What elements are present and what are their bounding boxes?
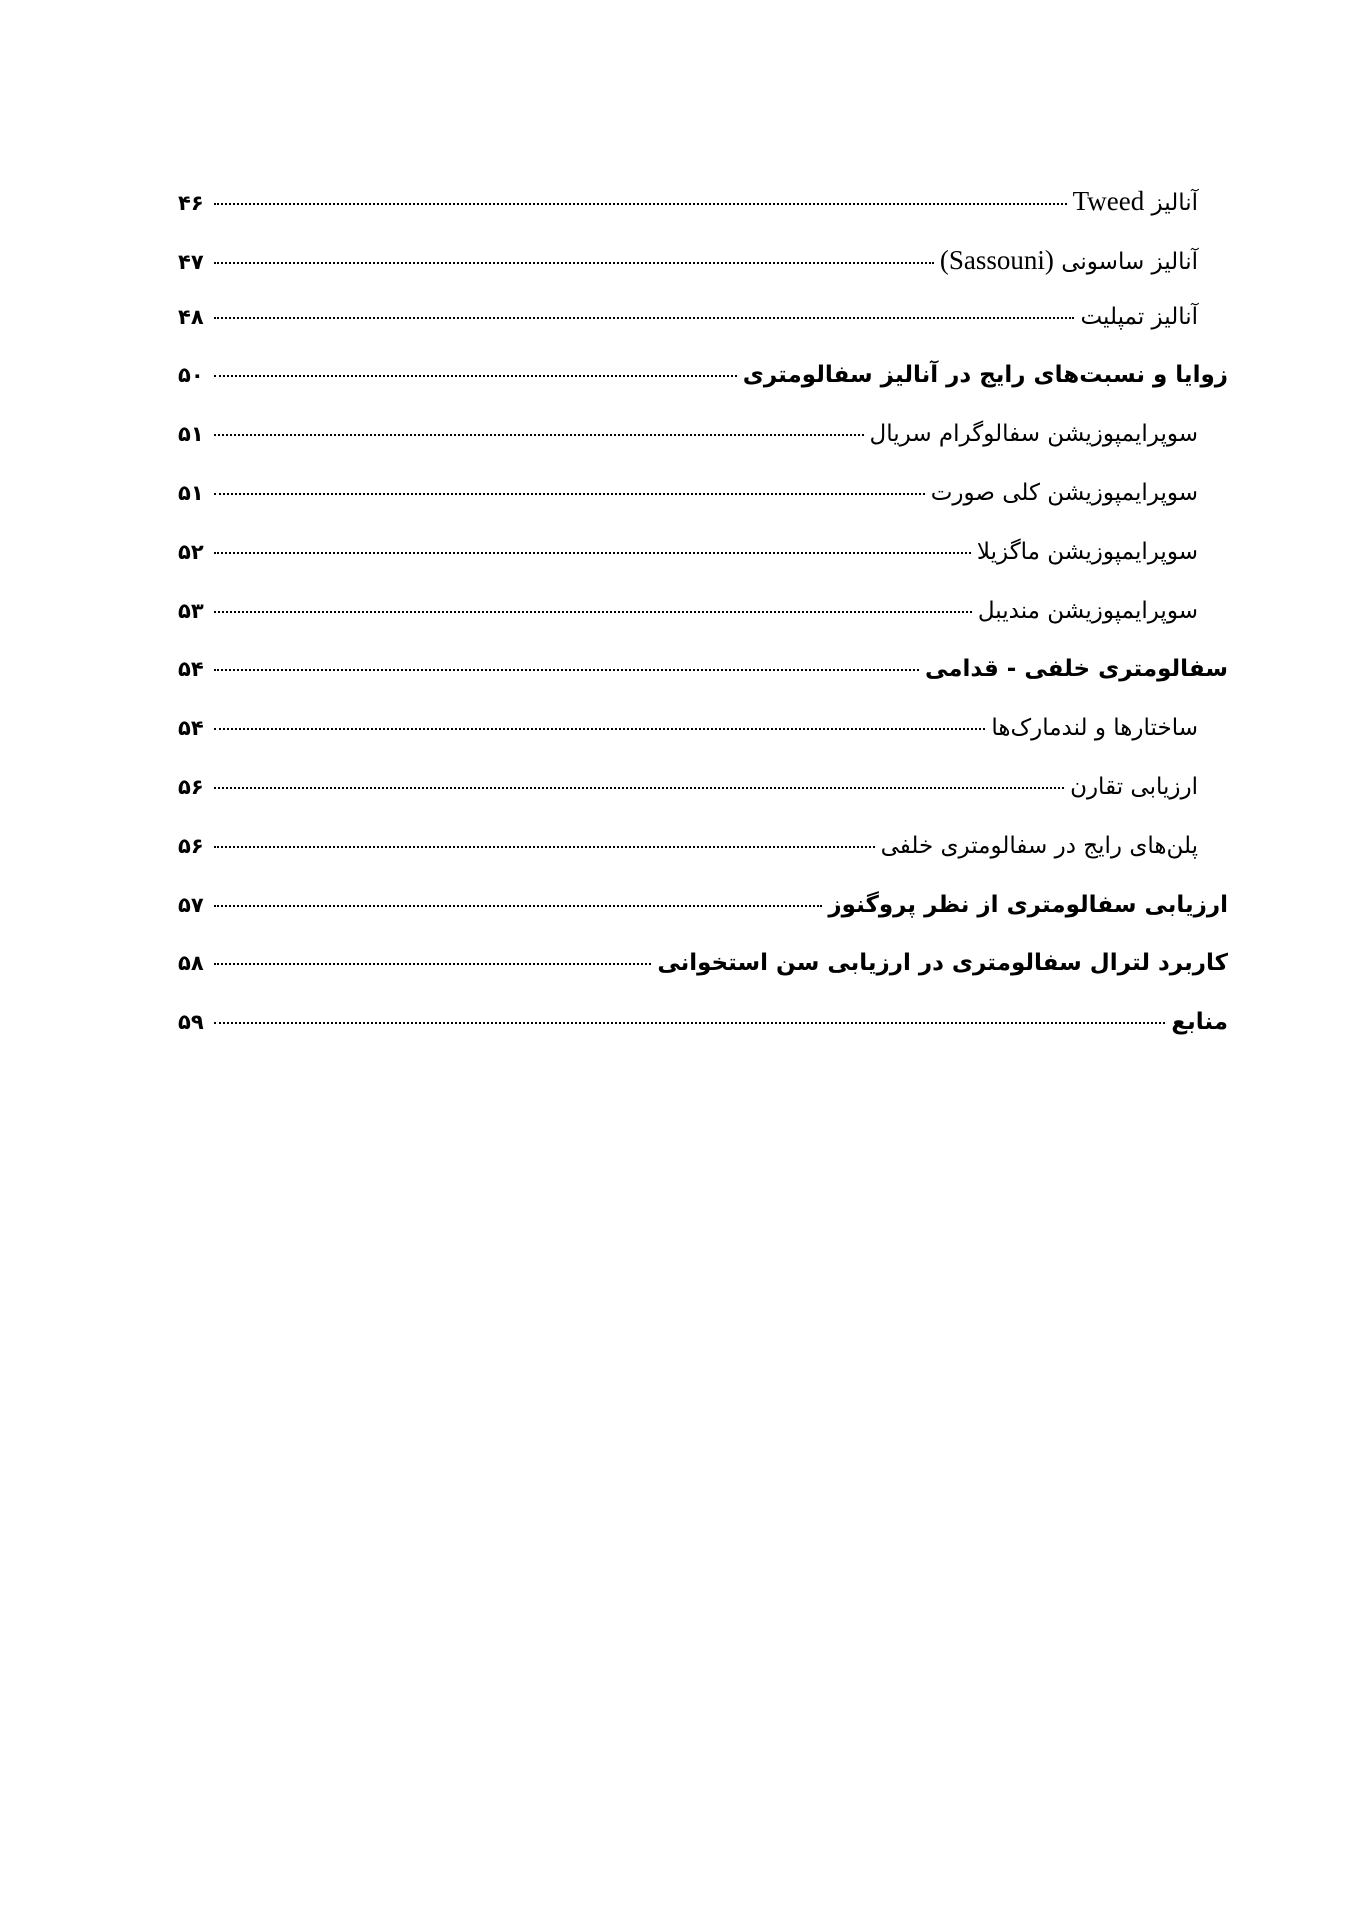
dot-leader (214, 787, 1064, 789)
toc-chapter-entry[interactable] (178, 362, 1228, 421)
toc-entry[interactable] (178, 421, 1228, 480)
toc-entry[interactable] (178, 539, 1228, 598)
toc-entry-title: سوپرایمپوزیشن کلی صورت (930, 479, 1198, 506)
toc-entry[interactable] (178, 774, 1228, 833)
dot-leader (214, 1022, 1165, 1024)
toc-entry[interactable] (178, 715, 1228, 774)
dot-leader (214, 611, 972, 613)
toc-entry-title: منابع (1171, 1009, 1228, 1036)
toc-chapter-entry[interactable] (178, 656, 1228, 715)
dot-leader (214, 434, 864, 436)
toc-entry-page-number: ۵۶ (178, 833, 204, 858)
dot-leader (214, 262, 934, 264)
toc-entry-title: سوپرایمپوزیشن سفالوگرام سریال (869, 421, 1198, 448)
toc-entry-title: سوپرایمپوزیشن ماگزیلا (976, 538, 1198, 565)
toc-entry-title: آنالیز تمپلیت (1080, 303, 1198, 330)
toc-entry-page-number: ۵۴ (178, 716, 204, 741)
toc-entry-title: آنالیز Tweed (1072, 186, 1198, 216)
toc-entry-title: ساختارها و لندمارک‌ها (991, 715, 1198, 742)
dot-leader (214, 375, 737, 377)
toc-entry-page-number: ۵۱ (178, 422, 204, 447)
toc-entry-title: زوایا و نسبت‌های رایج در آنالیز سفالومتری (742, 362, 1228, 389)
toc-entry-page-number: ۵۷ (178, 892, 204, 917)
toc-entry-page-number: ۵۶ (178, 774, 204, 799)
toc-entry-title: کاربرد لترال سفالومتری در ارزیابی سن استخوانی (657, 950, 1228, 977)
dot-leader (214, 317, 1074, 319)
toc-entry[interactable] (178, 598, 1228, 657)
toc-entry-page-number: ۵۰ (178, 363, 204, 388)
dot-leader (214, 963, 651, 965)
dot-leader (214, 203, 1067, 205)
toc-entry-page-number: ۵۸ (178, 951, 204, 976)
toc-entry-title: سفالومتری خلفی - قدامی (925, 656, 1228, 683)
dot-leader (214, 905, 822, 907)
toc-entry-title: آنالیز ساسونی (Sassouni) (939, 244, 1198, 275)
toc-entry-page-number: ۵۱ (178, 480, 204, 505)
toc-entry-page-number: ۴۷ (178, 249, 204, 274)
toc-entry-title: سوپرایمپوزیشن مندیبل (977, 597, 1198, 624)
table-of-contents (178, 186, 1228, 1068)
dot-leader (214, 846, 875, 848)
dot-leader (214, 552, 971, 554)
toc-entry-title: ارزیابی سفالومتری از نظر پروگنوز (828, 891, 1228, 918)
toc-chapter-entry[interactable] (178, 950, 1228, 1009)
toc-entry[interactable] (178, 186, 1228, 245)
toc-entry[interactable] (178, 304, 1228, 363)
dot-leader (214, 728, 985, 730)
toc-entry[interactable] (178, 245, 1228, 304)
toc-entry-page-number: ۵۹ (178, 1010, 204, 1035)
toc-chapter-entry[interactable] (178, 892, 1228, 951)
toc-entry-page-number: ۵۲ (178, 539, 204, 564)
toc-entry-title: پلن‌های رایج در سفالومتری خلفی (880, 832, 1198, 859)
toc-entry-latin-term: (Sassouni) (939, 244, 1054, 275)
toc-entry-page-number: ۵۳ (178, 598, 204, 623)
toc-chapter-entry[interactable] (178, 1009, 1228, 1068)
toc-entry-page-number: ۵۴ (178, 657, 204, 682)
toc-entry-latin-term: Tweed (1072, 186, 1145, 216)
toc-entry[interactable] (178, 833, 1228, 892)
dot-leader (214, 669, 919, 671)
dot-leader (214, 493, 925, 495)
toc-entry[interactable] (178, 480, 1228, 539)
toc-entry-title: ارزیابی تقارن (1070, 773, 1198, 800)
toc-entry-page-number: ۴۸ (178, 304, 204, 329)
toc-entry-page-number: ۴۶ (178, 191, 204, 215)
